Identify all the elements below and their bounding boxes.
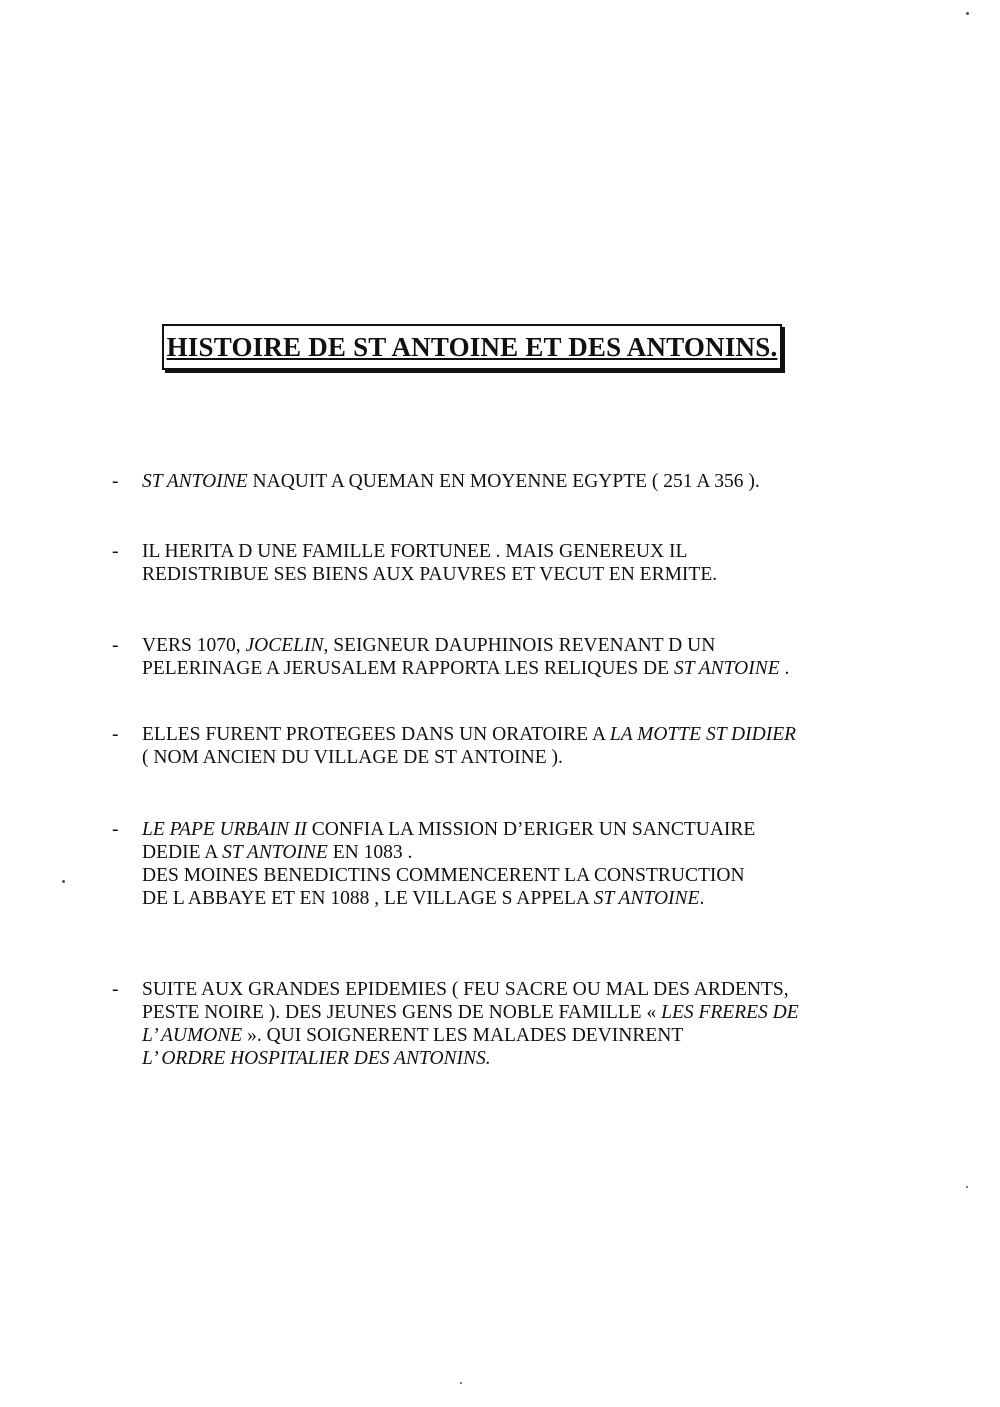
text-segment: REDISTRIBUE SES BIENS AUX PAUVRES ET VECUT EN ERMITE. (142, 564, 718, 585)
list-item-3 (112, 634, 789, 680)
text-line (142, 1047, 799, 1070)
text-line (142, 723, 796, 746)
scan-speck (62, 880, 65, 883)
italic-text: ST ANTOINE (222, 842, 328, 863)
text-line (142, 634, 789, 657)
text-line (142, 841, 755, 864)
text-segment: DEDIE A (142, 842, 223, 863)
text-segment: EN 1083 . (327, 842, 413, 863)
list-item-6 (112, 978, 799, 1070)
text-line (142, 540, 717, 563)
text-line (142, 746, 796, 769)
text-segment: ». QUI SOIGNERENT LES MALADES DEVINRENT (242, 1025, 684, 1046)
text-segment: ELLES FURENT PROTEGEES DANS UN ORATOIRE A (142, 724, 610, 745)
text-segment: DE L ABBAYE ET EN 1088 , LE VILLAGE S APPELA (142, 888, 594, 909)
list-dash: - (112, 541, 119, 562)
list-item-2 (112, 540, 717, 586)
italic-text: JOCELIN (245, 635, 324, 656)
list-item-5 (112, 818, 755, 910)
italic-text: L’ AUMONE (142, 1025, 243, 1046)
scan-speck (966, 12, 969, 15)
title-box (162, 324, 782, 370)
text-segment: NAQUIT A QUEMAN EN MOYENNE EGYPTE ( 251 A 356 ). (247, 471, 760, 492)
italic-text: LE PAPE URBAIN II (142, 819, 307, 840)
text-segment: ( NOM ANCIEN DU VILLAGE DE ST ANTOINE ). (142, 747, 563, 768)
text-line (142, 1024, 799, 1047)
italic-text: LES FRERES DE (661, 1002, 799, 1023)
italic-text: ST ANTOINE (593, 888, 700, 909)
text-line (142, 978, 799, 1001)
list-dash: - (112, 979, 119, 1000)
page-title: HISTOIRE DE ST ANTOINE ET DES ANTONINS. (166, 332, 778, 362)
list-dash: - (112, 819, 119, 840)
italic-text: ST ANTOINE (673, 658, 780, 679)
scan-speck (460, 1382, 462, 1384)
text-segment: , SEIGNEUR DAUPHINOIS REVENANT D UN (323, 635, 716, 656)
text-segment: DES MOINES BENEDICTINS COMMENCERENT LA CONSTRUCTION (142, 865, 745, 886)
text-line (142, 1001, 799, 1024)
text-segment: . (779, 658, 790, 679)
text-line (142, 563, 717, 586)
list-item-4 (112, 723, 796, 769)
italic-text: ST ANTOINE (142, 471, 248, 492)
text-line (142, 657, 789, 680)
text-segment: PELERINAGE A JERUSALEM RAPPORTA LES RELIQUES DE (142, 658, 674, 679)
list-dash: - (112, 471, 119, 492)
italic-text: LA MOTTE ST DIDIER (609, 724, 797, 745)
text-segment: . (699, 888, 705, 909)
text-segment: SUITE AUX GRANDES EPIDEMIES ( FEU SACRE OU MAL DES ARDENTS, (142, 979, 789, 1000)
text-line (142, 818, 755, 841)
list-dash: - (112, 724, 119, 745)
text-segment: IL HERITA D UNE FAMILLE FORTUNEE . MAIS GENEREUX IL (142, 541, 688, 562)
scan-speck (966, 1186, 968, 1188)
text-segment: CONFIA LA MISSION D’ERIGER UN SANCTUAIRE (306, 819, 756, 840)
list-dash: - (112, 635, 119, 656)
text-segment: VERS 1070, (142, 635, 246, 656)
list-item-1 (112, 470, 760, 493)
text-line (142, 887, 755, 910)
italic-text: L’ ORDRE HOSPITALIER DES ANTONINS. (142, 1048, 491, 1069)
text-segment: PESTE NOIRE ). DES JEUNES GENS DE NOBLE FAMILLE « (142, 1002, 662, 1023)
text-line (142, 864, 755, 887)
text-line (142, 470, 760, 493)
